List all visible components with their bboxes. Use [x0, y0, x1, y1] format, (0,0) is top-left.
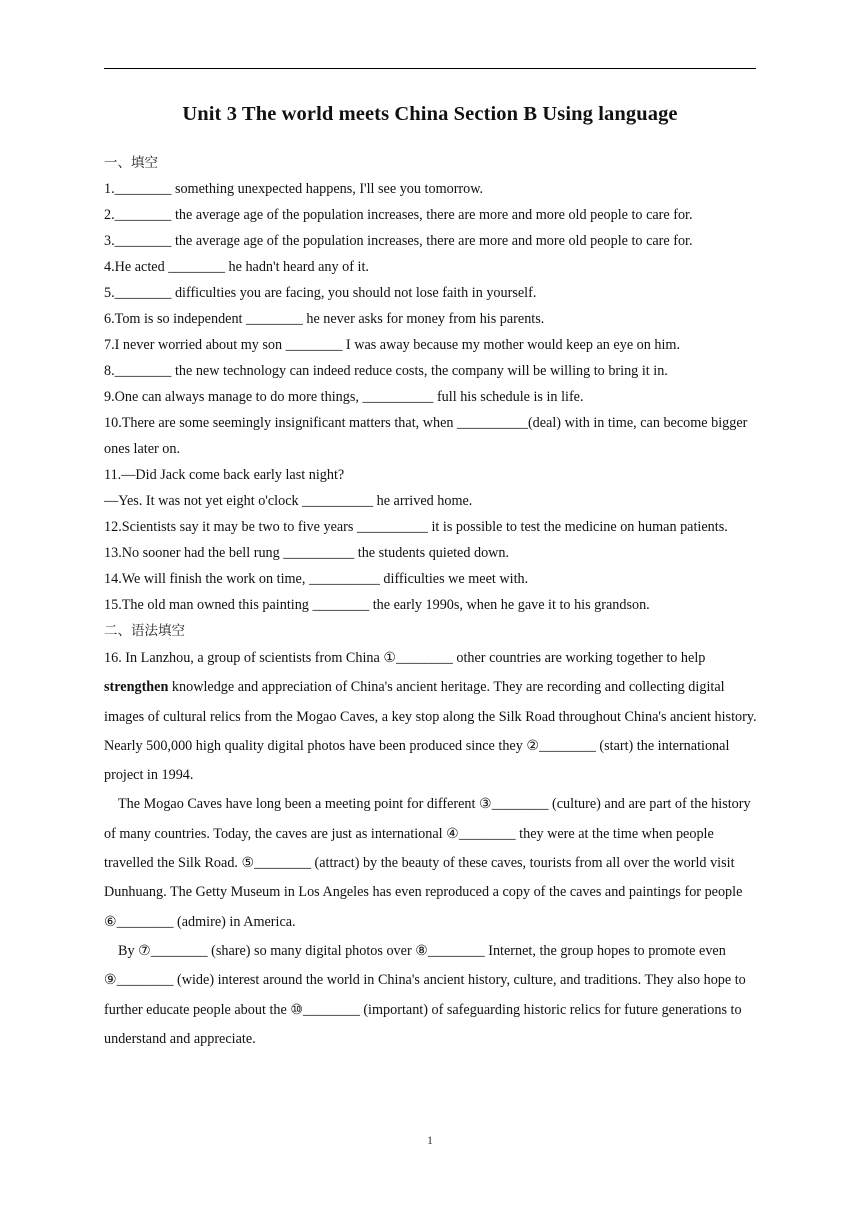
header-rule	[104, 68, 756, 69]
question-item: 8.________ the new technology can indeed reduce costs, the company will be willing to bring it in.	[104, 363, 668, 379]
page-number: 1	[427, 1133, 433, 1147]
question-item: 2.________ the average age of the population increases, there are more and more old people to care for.	[104, 207, 693, 223]
question-item: 1.________ something unexpected happens, I'll see you tomorrow.	[104, 181, 484, 197]
question-item: —Yes. It was not yet eight o'clock __________ he arrived home.	[104, 493, 473, 509]
question-item: 7.I never worried about my son ________ I was away because my mother would keep an eye on him.	[104, 337, 681, 353]
question-item: 5.________ difficulties you are facing, you should not lose faith in yourself.	[104, 285, 537, 301]
question-item: 12.Scientists say it may be two to five years __________ it is possible to test the medicine on human patients.	[104, 519, 728, 535]
bold-word: strengthen	[104, 679, 169, 696]
question-item: 3.________ the average age of the population increases, there are more and more old people to care for.	[104, 233, 693, 249]
passage-paragraph-2: The Mogao Caves have long been a meeting point for different ③________ (culture) and are part of the history of many countries. Today, the caves are just as international ④________ they were at the time when people travelled the Silk Road. ⑤________ (attract) by the beauty of these caves, tourists from all over the world visit Dunhuang. The Getty Museum in Los Angeles has even reproduced a copy of the caves and paintings for people ⑥________ (admire) in America.	[104, 796, 751, 930]
question-item: 4.He acted ________ he hadn't heard any of it.	[104, 259, 369, 275]
grammar-passage	[104, 644, 760, 1054]
question-item: 15.The old man owned this painting ________ the early 1990s, when he gave it to his grandson.	[104, 597, 650, 613]
page-title: Unit 3 The world meets China Section B Using language	[182, 103, 678, 125]
passage-paragraph-1: 16. In Lanzhou, a group of scientists from China ①________ other countries are working together to help strengthen knowledge and appreciation of China's ancient heritage. They are recording and collecting digital images of cultural relics from the Mogao Caves, a key stop along the Silk Road throughout China's ancient history. Nearly 500,000 high quality digital photos have been produced since they ②________ (start) the international project in 1994.	[104, 650, 757, 784]
question-item: 13.No sooner had the bell rung __________ the students quieted down.	[104, 545, 510, 561]
question-item: 9.One can always manage to do more things, __________ full his schedule is in life.	[104, 389, 584, 405]
section-heading-grammar: 二、语法填空	[104, 623, 185, 639]
question-item: 14.We will finish the work on time, __________ difficulties we meet with.	[104, 571, 529, 587]
question-item: 10.There are some seemingly insignificant matters that, when __________(deal) with in time, can become bigger ones later on.	[104, 415, 748, 457]
passage-paragraph-3: By ⑦________ (share) so many digital photos over ⑧________ Internet, the group hopes to promote even ⑨________ (wide) interest around the world in China's ancient history, culture, and traditions. They also hope to further educate people about the ⑩________ (important) of safeguarding historic relics for future generations to understand and appreciate.	[104, 942, 746, 1047]
question-item: 6.Tom is so independent ________ he never asks for money from his parents.	[104, 311, 545, 327]
question-item: 11.—Did Jack come back early last night?	[104, 467, 345, 483]
section-heading-fill-blank: 一、填空	[104, 155, 158, 171]
document-body	[104, 150, 764, 1054]
